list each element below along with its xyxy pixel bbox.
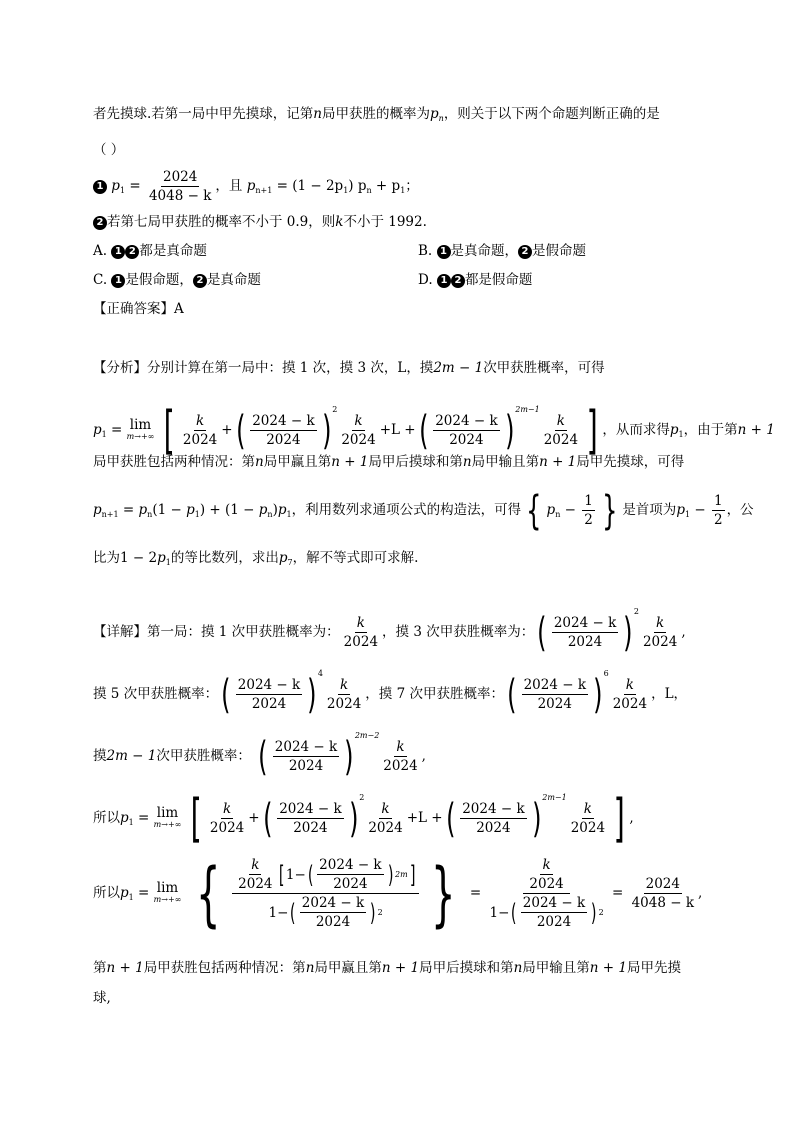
denominator: 4048 − k (148, 188, 212, 204)
circled-1-icon: 1 (437, 274, 451, 288)
fraction (552, 615, 618, 650)
brace-right: } (431, 852, 456, 935)
num: 2024 − k (522, 895, 586, 911)
detail-line-3: 摸2m − 1次甲获胜概率： ( $\frac{2024 - k}{2024}$ )$^{2m-2}$ $\frac{k}{2024}$ , (93, 731, 426, 780)
paren-right: ) (307, 671, 317, 718)
text: 局甲获胜包括两种情况：第 (143, 960, 306, 976)
fraction (611, 677, 649, 712)
text: 是假命题 (532, 243, 587, 259)
den: 2024 (266, 432, 301, 448)
ellipsis: L (664, 686, 674, 702)
sub-1: 1 (119, 186, 126, 195)
paren-left: ( (235, 407, 246, 454)
num: 2024 − k (462, 801, 525, 817)
circled-1-icon: 1 (111, 245, 125, 259)
text: ，摸 7 次甲获胜概率： (365, 686, 504, 702)
text: 局甲后摸球和第 (368, 454, 463, 470)
text: 所以 (93, 885, 120, 901)
num: k (625, 677, 634, 693)
exp: 2 (598, 907, 604, 917)
sub: 1 (684, 510, 691, 519)
sub-1: 1 (101, 430, 107, 439)
paren-left: ( (258, 733, 268, 780)
text: ，摸 3 次甲获胜概率为： (382, 624, 535, 640)
den: 2 (713, 512, 723, 528)
paren: （ ） (93, 142, 125, 158)
num: 1 (713, 493, 723, 509)
num: 2024 − k (279, 801, 342, 817)
analysis-line-2: $p_1$ = lim m→+∞ [ $\frac{k}{2024}$ +( $\frac{2024 - k}{2024}$ )$^2$ $\frac{k}{2024}$ +L +( $\frac{2024 - k}{2024}$ )$^{2m-1}$ $\frac{k}{2024}$ ] ，从而求得$p_1$，由于第n + 1 (93, 400, 775, 461)
den: 2024 (288, 758, 324, 774)
text: ； (405, 178, 419, 194)
detail-line-2: 摸 5 次甲获胜概率：( $\frac{2024 - k}{2024}$ )$^4$ $\frac{k}{2024}$ ，摸 7 次甲获胜概率：( $\frac{2024 - k}{2024}$ )$^6$ $\frac{k}{2024}$ ，L， (93, 669, 688, 718)
den: 2024 (570, 820, 606, 836)
big-fraction (232, 857, 419, 930)
circled-2-icon: 2 (518, 245, 532, 259)
detail-line-6: 第n + 1局甲获胜包括两种情况：第n局甲赢且第n + 1局甲后摸球和第n局甲输且第n + 1局甲先摸 (93, 960, 681, 976)
lim: lim (156, 804, 179, 821)
exp: 4 (317, 669, 323, 678)
sub-1: 1 (128, 893, 134, 902)
analysis-line-1 (93, 358, 704, 378)
num: k (542, 857, 551, 873)
den: 2024 (368, 820, 403, 836)
paren-right: ) (387, 860, 394, 889)
big-fraction (488, 857, 606, 930)
bracket-left: [ (278, 860, 285, 889)
paren-right: ) (344, 733, 354, 780)
text: 不小于 1992. (343, 214, 427, 230)
num: k (381, 801, 390, 817)
den: 2024 (238, 876, 273, 892)
den: 2024 (343, 634, 379, 650)
num: 2024 (645, 876, 680, 892)
text: 【正确答案】A (93, 301, 184, 317)
paren-left: ( (418, 407, 429, 454)
bracket-right: ] (409, 860, 416, 889)
brace-left: { (526, 487, 542, 534)
num: k (356, 615, 365, 631)
var-p: p (430, 106, 439, 122)
label: C. (93, 272, 112, 288)
text: ，则关于以下两个命题判断正确的是 (443, 106, 660, 122)
var-p: p (546, 502, 556, 518)
den: 2024 (326, 696, 362, 712)
text: 摸 5 次甲获胜概率： (93, 686, 219, 702)
sub-n1: n+1 (255, 186, 273, 195)
fraction (569, 801, 607, 836)
var-p: p (676, 502, 685, 518)
sub: n (267, 510, 273, 519)
numerator: 2024 (162, 169, 198, 185)
question-intro (93, 104, 704, 129)
paren-left: ( (445, 795, 456, 842)
paren-left: ( (221, 671, 231, 718)
num: k (656, 615, 665, 631)
text: 局甲获胜包括两种情况：第 (93, 454, 255, 470)
fraction (339, 413, 377, 448)
text: 局甲赢且第 (314, 960, 382, 976)
fraction (236, 857, 274, 892)
num: k (354, 413, 363, 429)
fraction (582, 493, 595, 528)
fraction (641, 615, 679, 650)
fraction (366, 801, 404, 836)
fraction (273, 739, 339, 774)
num: k (556, 413, 565, 429)
paren-left: ( (507, 671, 517, 718)
fraction (181, 413, 219, 448)
num: 2024 − k (319, 857, 382, 873)
label: D. (418, 272, 437, 288)
exp: 6 (603, 669, 609, 678)
var-p: p (93, 422, 102, 438)
text: ，由于第 (683, 422, 738, 438)
sub: 7 (287, 558, 293, 567)
detail-line-4: 所以$p_1$ = lim m→+∞ [ $\frac{k}{2024}$ +( $\frac{2024 - k}{2024}$ )$^2$ $\frac{k}{2024}$ +L +( $\frac{2024 - k}{2024}$ )$^{2m-1}$ $\frac{k}{2024}$ ] , (93, 788, 634, 849)
num: k (396, 739, 405, 755)
fraction (317, 857, 383, 892)
statement-2 (93, 212, 704, 232)
exp: 2m−1 (542, 793, 567, 802)
sub: n+1 (101, 510, 119, 519)
num: k (251, 857, 260, 873)
den: 2024 (529, 876, 564, 892)
fraction (630, 876, 696, 911)
num: k (222, 801, 232, 817)
limit (153, 879, 182, 906)
num: $\frac{k}{2024}$ [ 1− ( $\frac{2024 - k}{2024}$ ) 2m ] (232, 857, 419, 894)
expr: n + 1 (331, 454, 369, 470)
text: 是真命题， (450, 243, 519, 259)
text: 【分析】分别计算在第一局中：摸 1 次，摸 3 次， (93, 360, 398, 376)
fraction (381, 739, 419, 774)
den: 2024 (383, 758, 418, 774)
text: 局甲输且第 (522, 960, 590, 976)
analysis-line-3 (93, 452, 704, 472)
sub-n: n (366, 186, 372, 195)
ellipsis: L (397, 360, 407, 376)
fraction (277, 801, 343, 836)
fraction (521, 895, 587, 930)
text: 第 (93, 960, 107, 976)
fraction (522, 677, 588, 712)
den: 2024 (536, 914, 572, 930)
num: 1 (584, 493, 593, 509)
text: 次甲获胜概率，可得 (483, 360, 605, 376)
ellipsis: L (418, 810, 427, 826)
lim-sub: m→+∞ (153, 894, 182, 904)
option-a (93, 241, 207, 261)
text: 都是真命题 (139, 243, 207, 259)
lim-sub: m→+∞ (153, 819, 182, 829)
circled-1-icon: 1 (111, 274, 125, 288)
paren-left: ( (307, 860, 314, 889)
num: 2024 − k (274, 739, 338, 755)
num: 2024 − k (553, 615, 617, 631)
text: 局甲先摸球，可得 (576, 454, 685, 470)
fraction (460, 801, 526, 836)
text: 次甲获胜概率： (156, 748, 251, 764)
text: 的等比数列，求出 (170, 550, 279, 566)
limit (153, 804, 182, 831)
den: 2024 (476, 820, 511, 836)
brace-left: { (195, 852, 221, 935)
paren-left: ( (290, 898, 296, 927)
brace-right: } (601, 487, 618, 534)
text: + p (371, 178, 401, 194)
sub-n: n (438, 114, 444, 123)
den: 2024 (293, 820, 328, 836)
den: 1− ( $\frac{2024 - k}{2024}$ ) 2 (489, 895, 604, 930)
var-p: p (246, 178, 256, 194)
paren-right: ) (531, 795, 542, 842)
circled-2-icon: 2 (93, 216, 107, 230)
text: = (1 − 2p (276, 178, 344, 194)
fraction (325, 677, 363, 712)
var-p: p (120, 885, 129, 901)
num: k (340, 677, 349, 693)
fraction (712, 493, 725, 528)
limit (126, 416, 155, 443)
ellipsis: L (391, 422, 400, 438)
answer-paren (93, 140, 704, 160)
text: ，公 (726, 502, 754, 518)
fraction (208, 801, 246, 836)
fraction (527, 857, 565, 892)
var-p: p (277, 502, 287, 518)
circled-2-icon: 2 (193, 274, 207, 288)
text: ) p (348, 178, 367, 194)
den: 2024 (567, 634, 603, 650)
var-n: n (313, 106, 322, 122)
paren-right: ) (504, 407, 515, 454)
text: 是真命题 (206, 272, 261, 288)
correct-answer (93, 299, 704, 319)
text: 若第七局甲获胜的概率不小于 0.9，则 (107, 214, 336, 230)
den: 1− ( $\frac{2024 - k}{2024}$ ) 2 (268, 895, 383, 930)
paren-right: ) (321, 407, 332, 454)
paren-right: ) (593, 671, 603, 718)
statement-1: 1 $p_1$ = $\frac{2024}{4048 - k}$ ，且 $p_{n+1} = (1 - 2p_1) p_n + p_1$； (93, 166, 704, 211)
fraction (147, 169, 213, 204)
fraction (342, 615, 380, 650)
var-p: p (278, 550, 288, 566)
label: B. (418, 243, 437, 259)
num (523, 857, 569, 894)
den: 2024 (642, 634, 678, 650)
sub: 1 (194, 510, 200, 519)
circled-1-icon: 1 (437, 245, 451, 259)
den: 2024 (449, 432, 484, 448)
sub-1: 1 (343, 186, 349, 195)
text: 是假命题， (125, 272, 193, 288)
text: 是首项为 (622, 502, 677, 518)
var: n (462, 454, 472, 470)
text: 局甲赢且第 (263, 454, 332, 470)
text: 局甲输且第 (471, 454, 540, 470)
den: 2 (584, 512, 593, 528)
text: 局甲获胜的概率为 (322, 106, 430, 122)
text: ，从而求得 (602, 422, 670, 438)
num: 2024 − k (435, 413, 498, 429)
bracket-left: [ (163, 400, 175, 461)
text: 球, (93, 990, 111, 1006)
exp: 2 (377, 907, 383, 917)
den: 2024 (315, 914, 351, 930)
sub: 1 (165, 558, 171, 567)
fraction (433, 413, 499, 448)
sub: n (147, 510, 153, 519)
option-d (418, 270, 532, 290)
exp: 2 (633, 607, 639, 616)
label: A. (93, 243, 112, 259)
num: 2024 − k (252, 413, 315, 429)
lim: lim (129, 416, 152, 433)
bracket-right: ] (586, 400, 598, 461)
analysis-line-4: $p_{n+1} = p_n(1 - p_1) + (1 - p_n)p_1$，利用数列求通项公式的构造法，可得 { $p_n$ − $\frac{1}{2}$ } 是首项为$p_1$ − $\frac{1}{2}$ ，公 (93, 487, 754, 534)
circled-1-icon: 1 (93, 180, 107, 194)
var-p: p (669, 422, 679, 438)
var-k: k (335, 214, 344, 230)
detail-line-7 (93, 988, 704, 1008)
var-p: p (93, 502, 102, 518)
num: 2024 − k (523, 677, 586, 693)
den: 2024 (612, 696, 648, 712)
sub: 1 (286, 510, 292, 519)
circled-2-icon: 2 (125, 245, 139, 259)
exp: 2m (394, 869, 408, 879)
detail-line-1: 【详解】第一局：摸 1 次甲获胜概率为： $\frac{k}{2024}$ ，摸 3 次甲获胜概率为：( $\frac{2024 - k}{2024}$ )$^2$ $\frac{k}{2024}$ , (93, 607, 686, 656)
var: n (255, 454, 264, 470)
paren-right: ) (623, 609, 633, 656)
var-p: p (138, 502, 148, 518)
num: 2024 − k (301, 895, 365, 911)
den: 4048 − k (631, 895, 695, 911)
exp: 2m−2 (354, 731, 380, 740)
fraction (542, 413, 580, 448)
fraction (236, 677, 302, 712)
var-p: p (186, 502, 195, 518)
text: 比为 (93, 550, 120, 566)
exp: 2 (359, 793, 365, 802)
paren-right: ) (370, 898, 376, 927)
option-b (418, 241, 586, 261)
sub: n (555, 510, 561, 519)
num: k (195, 413, 205, 429)
paren-right: ) (348, 795, 359, 842)
den: 2024 (341, 432, 376, 448)
circled-2-icon: 2 (451, 274, 465, 288)
exp: 2 (332, 405, 338, 414)
text: 摸 (93, 748, 107, 764)
num: k (583, 801, 592, 817)
text: ，解不等式即可求解. (292, 550, 419, 566)
fraction (300, 895, 366, 930)
text: ，摸 (406, 360, 434, 376)
lim-sub: m→+∞ (126, 431, 155, 441)
paren-left: ( (262, 795, 273, 842)
var-p: p (157, 550, 166, 566)
var-p: p (111, 178, 120, 194)
expr: n + 1 (539, 454, 577, 470)
paren-right: ) (591, 898, 597, 927)
var-p: p (120, 810, 129, 826)
den: 2024 (209, 820, 245, 836)
text: ，且 (215, 178, 243, 194)
text: 【详解】第一局：摸 1 次甲获胜概率为： (93, 624, 340, 640)
paren-left: ( (537, 609, 547, 656)
option-c (93, 270, 261, 290)
bracket-left: [ (190, 788, 202, 849)
sub-1: 1 (400, 186, 406, 195)
sub-1: 1 (678, 430, 684, 439)
var-p: p (258, 502, 268, 518)
bracket-right: ] (613, 788, 625, 849)
text: 都是假命题 (464, 272, 533, 288)
paren-left: ( (511, 898, 517, 927)
den: 2024 (251, 696, 287, 712)
text: 者先摸球.若第一局中甲先摸球，记第 (93, 106, 314, 122)
detail-line-5: 所以$p_1$ = lim m→+∞ { $\frac{k}{2024}$ [ 1− ( $\frac{2024 - k}{2024}$ ) 2m ] 1− ( $\frac{2024 - k}{2024}$ ) 2 } = $\frac{k}{2024}$ 1− ( $\frac{2024 - k}{2024}$ ) 2 = $\frac{2024}{4048 - k}$ , (93, 852, 703, 935)
sub-1: 1 (128, 818, 134, 827)
text: 局甲先摸 (626, 960, 681, 976)
expr: n + 1 (737, 422, 775, 438)
exp: 2m−1 (515, 405, 540, 414)
den: 2024 (333, 876, 368, 892)
fraction (250, 413, 316, 448)
den: 2024 (543, 432, 579, 448)
text: ，利用数列求通项公式的构造法，可得 (291, 502, 522, 518)
num: 2024 − k (237, 677, 301, 693)
expr: 2m − 1 (433, 360, 484, 376)
lim: lim (156, 879, 179, 896)
analysis-line-5: 比为$1 - 2p_1$的等比数列，求出$p_7$，解不等式即可求解. (93, 550, 419, 567)
text: 局甲后摸球和第 (419, 960, 514, 976)
den: 2024 (182, 432, 218, 448)
text: 所以 (93, 810, 120, 826)
den: 2024 (537, 696, 572, 712)
